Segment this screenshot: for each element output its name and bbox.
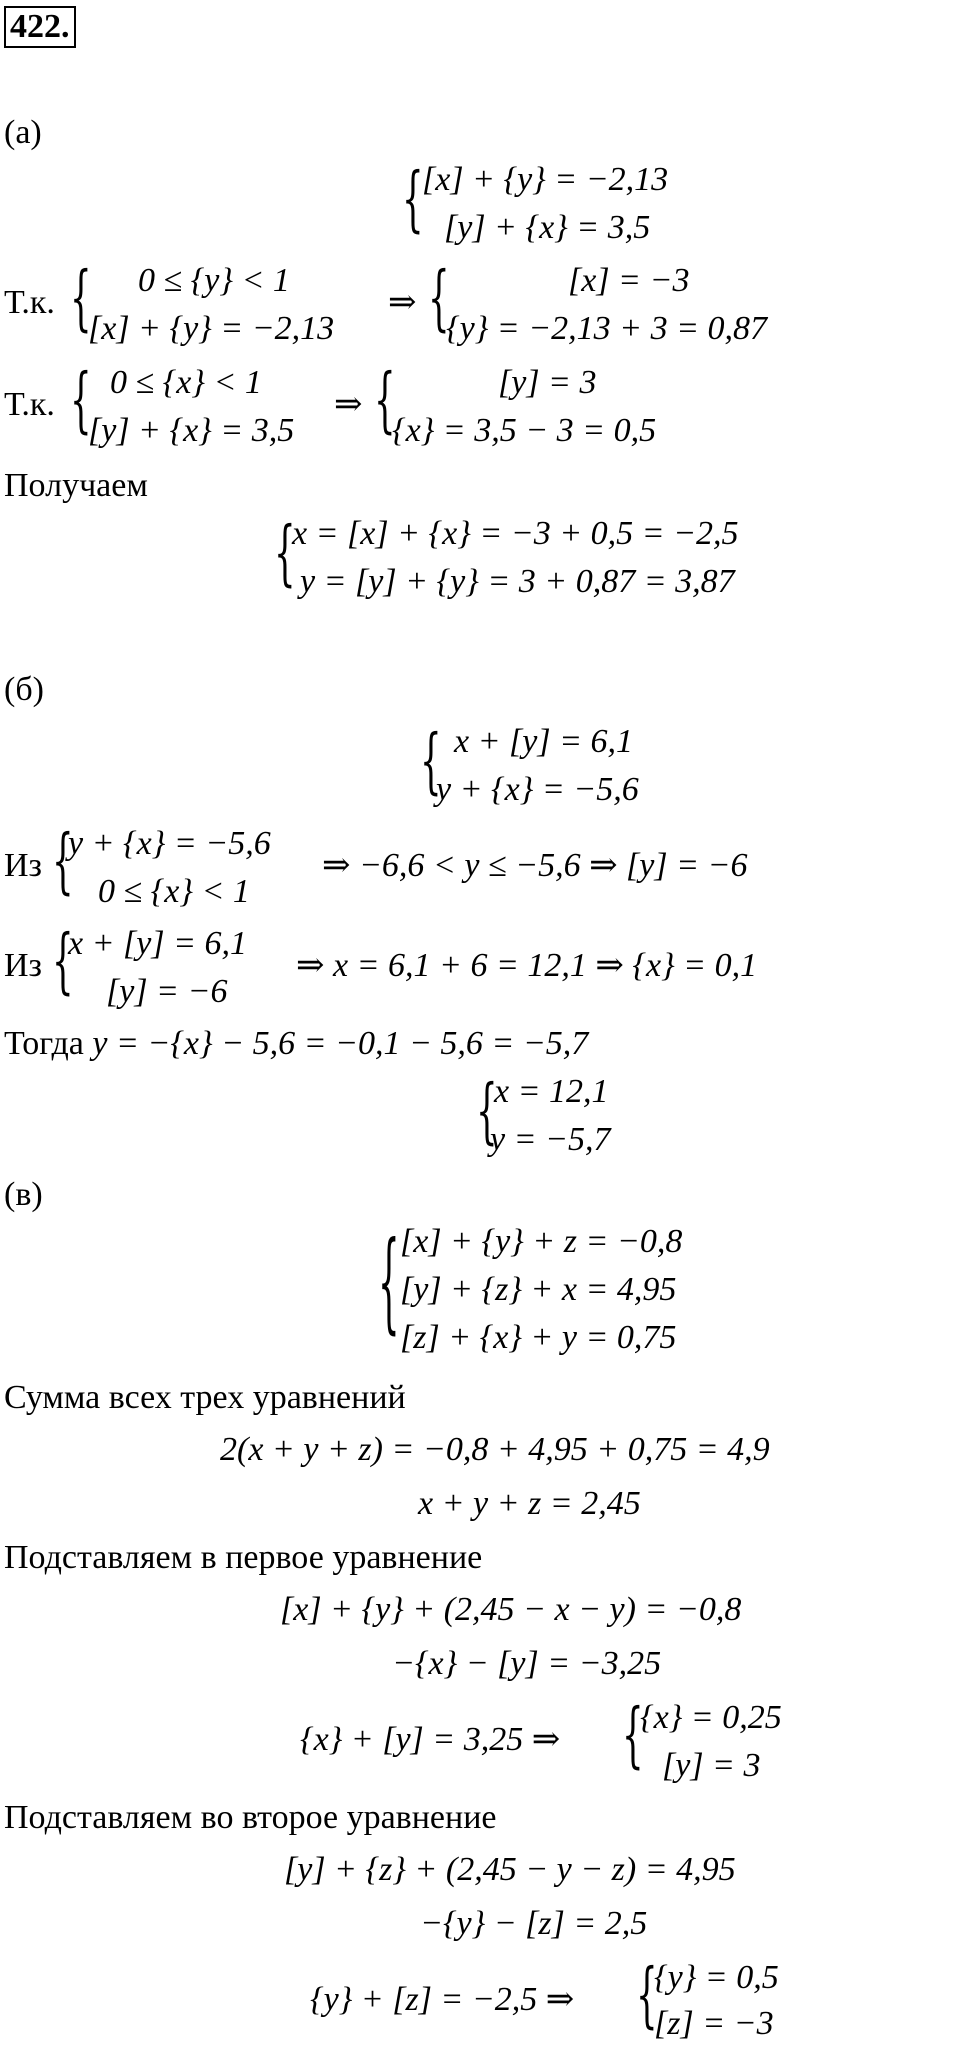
tk2-arrow: ⇒ [334, 386, 363, 423]
equation: [x] + {y} + z = −0,8 [400, 1223, 683, 1260]
equation: x = [x] + {x} = −3 + 0,5 = −2,5 [292, 515, 739, 552]
sum-text: Сумма всех трех уравнений [4, 1379, 406, 1416]
brace-icon: { [70, 257, 92, 341]
brace-icon: { [636, 1954, 658, 2038]
iz1-tail: ⇒ −6,6 < y ≤ −5,6 ⇒ [y] = −6 [322, 847, 748, 884]
sub1-text: Подставляем в первое уравнение [4, 1539, 483, 1576]
brace-icon: { [52, 820, 74, 904]
equation: [x] + {y} = −2,13 [422, 161, 669, 198]
equation: {x} = 0,25 [640, 1699, 782, 1736]
brace-icon: { [402, 158, 424, 242]
equation: y + {x} = −5,6 [436, 771, 639, 808]
equation: 0 ≤ {y} < 1 [138, 262, 290, 299]
then-label: Тогда [4, 1025, 84, 1062]
equation: [y] + {z} + x = 4,95 [400, 1271, 677, 1308]
equation: y = −5,7 [490, 1121, 611, 1158]
equation: [x] = −3 [568, 262, 690, 299]
get-text: Получаем [4, 467, 148, 504]
sub1-system [622, 1694, 842, 1784]
equation: [y] = 3 [662, 1747, 761, 1784]
brace-icon: { [622, 1694, 644, 1778]
part-b-result [476, 1070, 736, 1160]
then-line [4, 1024, 588, 1064]
sub1-equation-1: [x] + {y} + (2,45 − x − y) = −0,8 [280, 1591, 742, 1628]
equation: [z] = −3 [654, 2005, 774, 2042]
tk1-right-system [428, 257, 848, 347]
iz1-system [52, 820, 322, 910]
equation: y = [y] + {y} = 3 + 0,87 = 3,87 [300, 563, 735, 600]
sum-equation-2: x + y + z = 2,45 [418, 1485, 641, 1522]
iz2-system [52, 920, 302, 1010]
tk1-arrow: ⇒ [388, 284, 417, 321]
part-a-system [402, 158, 722, 248]
part-b-system [420, 720, 720, 810]
sub2-text: Подставляем во второе уравнение [4, 1799, 497, 1836]
equation: [y] = −6 [106, 973, 228, 1010]
sub2-equation-2: −{y} − [z] = 2,5 [420, 1905, 648, 1942]
equation: y + {x} = −5,6 [68, 825, 271, 862]
brace-icon: { [52, 920, 74, 1004]
sub1-equation-3: {x} + [y] = 3,25 ⇒ [300, 1721, 561, 1758]
part-c-label: (в) [4, 1176, 43, 1213]
tk2-left-system [70, 359, 370, 449]
sub2-equation-1: [y] + {z} + (2,45 − y − z) = 4,95 [284, 1851, 736, 1888]
equation: x + [y] = 6,1 [454, 723, 634, 760]
iz2-tail: ⇒ x = 6,1 + 6 = 12,1 ⇒ {x} = 0,1 [296, 947, 758, 984]
brace-icon: { [378, 1220, 400, 1348]
equation: [y] + {x} = 3,5 [444, 209, 651, 246]
part-a-result [274, 512, 874, 602]
sub1-equation-2: −{x} − [y] = −3,25 [392, 1645, 662, 1682]
equation: [z] + {x} + y = 0,75 [400, 1319, 677, 1356]
iz1-label: Из [4, 847, 42, 884]
then-expression: y = −{x} − 5,6 = −0,1 − 5,6 = −5,7 [92, 1025, 589, 1062]
part-c-system [378, 1220, 758, 1360]
problem-number: 422. [4, 6, 76, 48]
sub2-system [636, 1954, 856, 2044]
tk1-left-system [70, 257, 390, 347]
brace-icon: { [420, 720, 442, 804]
tk2-right-system [374, 359, 734, 449]
equation: 0 ≤ {x} < 1 [98, 873, 250, 910]
brace-icon: { [476, 1070, 498, 1154]
iz2-label: Из [4, 947, 42, 984]
equation: [y] + {x} = 3,5 [88, 412, 295, 449]
brace-icon: { [374, 359, 396, 443]
brace-icon: { [428, 257, 450, 341]
equation: [y] = 3 [498, 364, 597, 401]
tk2-label: Т.к. [4, 386, 55, 423]
part-b-label: (б) [4, 671, 44, 708]
brace-icon: { [274, 512, 296, 596]
sum-equation-1: 2(x + y + z) = −0,8 + 4,95 + 0,75 = 4,9 [220, 1431, 770, 1468]
equation: x = 12,1 [494, 1073, 609, 1110]
tk1-label: Т.к. [4, 284, 55, 321]
brace-icon: { [70, 359, 92, 443]
part-a-label: (а) [4, 114, 42, 151]
equation: {y} = 0,5 [654, 1959, 779, 1996]
equation: {x} = 3,5 − 3 = 0,5 [392, 412, 657, 449]
sub2-equation-3: {y} + [z] = −2,5 ⇒ [310, 1981, 575, 2018]
equation: x + [y] = 6,1 [68, 925, 248, 962]
equation: {y} = −2,13 + 3 = 0,87 [446, 310, 768, 347]
equation: 0 ≤ {x} < 1 [110, 364, 262, 401]
equation: [x] + {y} = −2,13 [88, 310, 335, 347]
